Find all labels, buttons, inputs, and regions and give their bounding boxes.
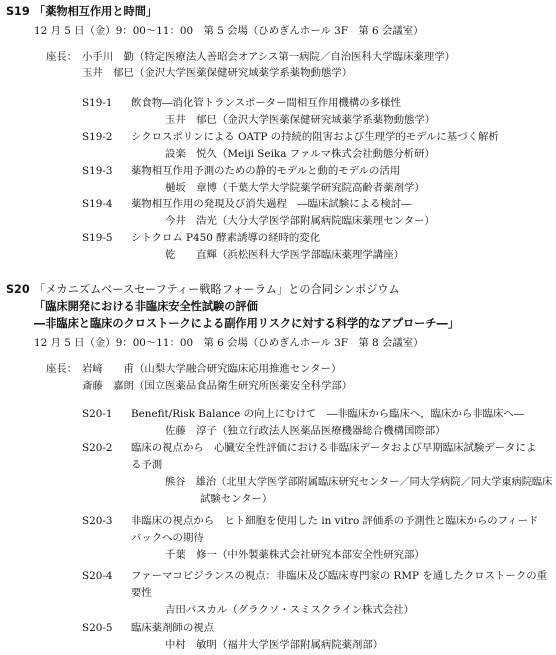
- talk-speaker: 佐藤 淳子（独立行政法人医薬品医療機器総合機構国際部）: [165, 425, 446, 437]
- talk-title: シクロスポリンによる OATP の持続的阻害および生理学的モデルに基づく解析: [131, 131, 499, 143]
- chairs-label-s20: 座長：: [46, 363, 78, 375]
- talk-code: S19-2: [82, 131, 113, 143]
- talk-code: S20-5: [82, 622, 113, 634]
- session-schedule-s20: 12 月 5 日（金）9：00～11：00 第 6 会場（ひめぎんホール 3F 第 8 会議室）: [34, 337, 424, 349]
- talk-speaker: 中村 敏明（福井大学医学部附属病院薬剤部）: [165, 639, 384, 651]
- session-schedule-s19: 12 月 5 日（金）9：00～11：00 第 5 会場（ひめぎんホール 3F 第 6 会議室）: [34, 25, 424, 37]
- chair-1-s19: 小手川 勤（特定医療法人善昭会オアシス第一病院／自治医科大学臨床薬理学）: [82, 51, 456, 63]
- talk-speaker: 今井 浩光（大分大学医学部附属病院臨床薬理センター）: [165, 215, 435, 227]
- chair-2-s19: 玉井 郁巳（金沢大学医薬保健研究域薬学系薬物動態学）: [82, 67, 353, 79]
- talk-code: S19-5: [82, 232, 113, 244]
- talk-title: シトクロム P450 酵素誘導の経時的変化: [131, 232, 321, 244]
- talk-speaker: 設楽 悦久（Meiji Seika ファルマ株式会社動態分析研）: [165, 148, 435, 160]
- talk-code: S20-2: [82, 442, 113, 454]
- talk-title: 非臨床の視点から ヒト細胞を使用した in vitro 評価系の予測性と臨床からのフィード: [131, 515, 539, 527]
- talk-title: 臨床薬剤師の視点: [131, 622, 215, 634]
- talk-code: S20-3: [82, 515, 113, 527]
- talk-title-cont: る予測: [131, 459, 163, 471]
- talk-speaker: 樋坂 章博（千葉大学大学院薬学研究院高齢者薬剤学）: [165, 182, 425, 194]
- talk-title-cont: バックへの期待: [131, 532, 204, 544]
- talk-speaker: 乾 直輝（浜松医科大学医学部臨床薬理学講座）: [165, 249, 404, 261]
- talk-title-cont: 要性: [131, 587, 152, 599]
- session-code-s19: S19: [6, 5, 30, 18]
- talk-code: S20-1: [82, 408, 113, 420]
- talk-title: 臨床の視点から 心臓安全性評価における非臨床データおよび早期臨床試験データによ: [131, 442, 537, 454]
- talk-code: S19-3: [82, 165, 113, 177]
- talk-code: S19-4: [82, 198, 113, 210]
- session-title-line1-s20: 「メカニズムベースセーフティー戦略フォーラム」との合同シンポジウム: [34, 283, 400, 296]
- session-title-line3-s20: ―非臨床と臨床のクロストークによる副作用リスクに対する科学的なアプローチ―」: [34, 317, 459, 330]
- talk-speaker: 千葉 修一（中外製薬株式会社研究本部安全性研究部）: [165, 549, 425, 561]
- talk-title: 薬物相互作用の発現及び消失過程 ―臨床試験による検討―: [131, 198, 412, 210]
- talk-title: Benefit/Risk Balance の向上にむけて ―非臨床から臨床へ，臨床から非臨床へ―: [131, 408, 525, 420]
- talk-title: ファーマコビジランスの視点：非臨床及び臨床専門家の RMP を通したクロストークの重: [131, 570, 547, 582]
- session-title-s19: 「薬物相互作用と時間」: [34, 5, 158, 18]
- talk-speaker-cont: 試験センター）: [200, 493, 273, 505]
- chairs-label-s19: 座長：: [46, 51, 78, 63]
- talk-title: 飲食物―消化管トランスポーター間相互作用機構の多様性: [131, 97, 401, 109]
- chair-1-s20: 岩﨑 甫（山梨大学融合研究臨床応用推進センター）: [82, 363, 342, 375]
- talk-speaker: 玉井 郁巳（金沢大学医薬保健研究域薬学系薬物動態学）: [165, 114, 436, 126]
- talk-speaker: 熊谷 雄治（北里大学医学部附属臨床研究センター／同大学病院／同大学東病院臨床: [165, 476, 553, 488]
- session-code-s20: S20: [6, 283, 30, 296]
- chair-2-s20: 斎藤 嘉朗（国立医薬品食品衛生研究所医薬安全科学部）: [82, 380, 353, 392]
- talk-title: 薬物相互作用予測のための静的モデルと動的モデルの活用: [131, 165, 401, 177]
- talk-code: S19-1: [82, 97, 113, 109]
- session-title-line2-s20: 「臨床開発における非臨床安全性試験の評価: [34, 300, 258, 313]
- talk-code: S20-4: [82, 570, 113, 582]
- talk-speaker: 吉田パスカル（グラクソ・スミスクライン株式会社）: [165, 604, 415, 616]
